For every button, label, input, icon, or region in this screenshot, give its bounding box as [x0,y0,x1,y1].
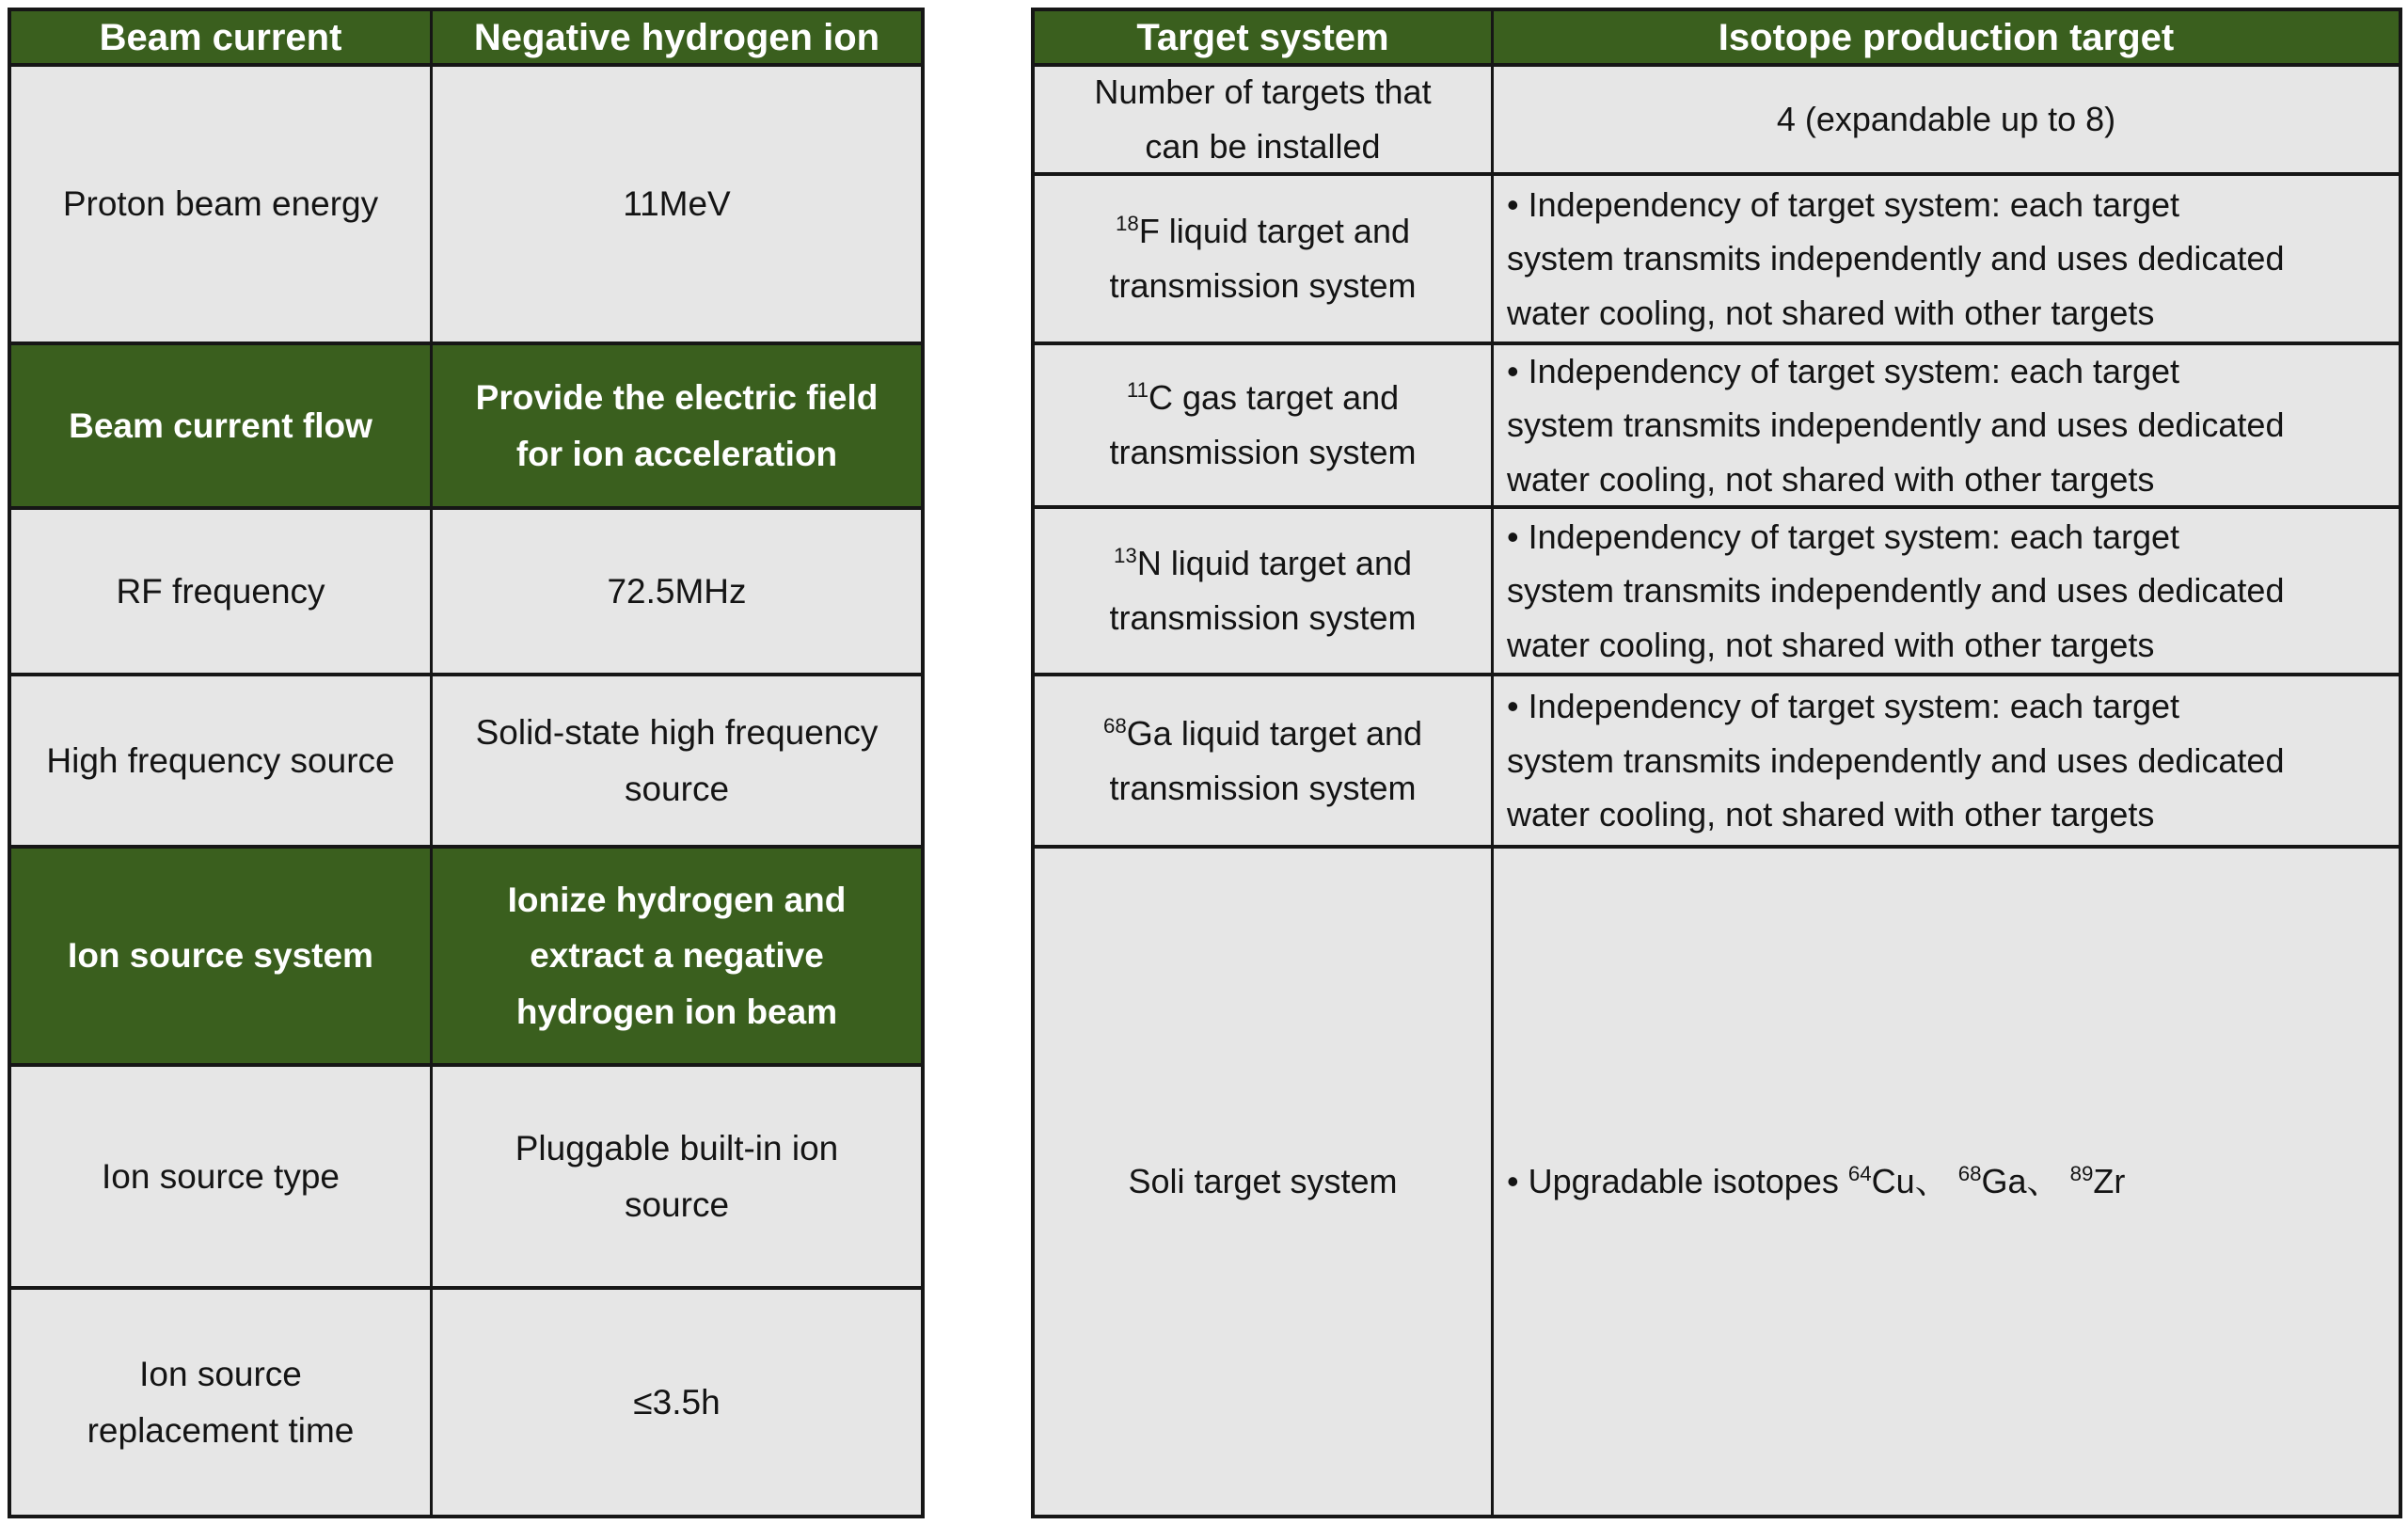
text-line: 11MeV [623,184,731,224]
proton-beam-energy-label-cell [11,67,430,342]
header-text: Target system [1136,16,1389,58]
text-line: water cooling, not shared with other targets [1507,293,2155,332]
rf-frequency-value-cell [433,510,921,673]
high-frequency-source-value-cell [433,676,921,845]
text-line: system transmits independently and uses dedicated [1507,239,2285,278]
text-line: Ion source system [68,936,373,976]
isotope-mass-superscript: 89 [2069,1162,2094,1186]
text-line: Ionize hydrogen and [507,881,847,920]
text-line: Provide the electric field [475,378,879,418]
target-system-header-cell [1035,11,1491,63]
text-line: extract a negative [530,936,824,976]
isotope-symbol-text: Zr [2093,1162,2126,1201]
text-line: can be installed [1145,127,1381,166]
text-line [1103,707,1422,761]
ga68-liquid-target-value-cell [1494,676,2399,845]
text-line: • Independency of target system: each target [1507,687,2180,726]
isotope-symbol-text: Ga、 [1981,1162,2070,1201]
text-line: transmission system [1109,598,1417,637]
ion-source-replacement-time-value-cell [433,1290,921,1515]
isotope-mass-superscript: 68 [1102,713,1127,738]
text-line: RF frequency [116,571,325,611]
text-line: Ion source type [102,1156,340,1196]
text-line: transmission system [1109,266,1417,305]
number-of-targets-label-cell [1035,67,1491,172]
text-line: source [624,769,730,808]
text-line: system transmits independently and uses dedicated [1507,405,2285,445]
upgradable-isotopes-text: • Upgradable isotopes [1507,1162,1848,1201]
beam-current-header-cell [11,11,430,63]
header-text: Beam current [99,16,342,58]
text-line: system transmits independently and uses dedicated [1507,740,2285,780]
text-line: for ion acceleration [515,434,838,473]
text-line [1114,536,1412,591]
n13-liquid-target-value-cell [1494,509,2399,673]
ion-source-type-value-cell [433,1067,921,1286]
text-line: source [624,1184,730,1224]
f18-liquid-target-value-cell [1494,176,2399,342]
text-line: system transmits independently and uses dedicated [1507,571,2285,611]
text-line: Number of targets that [1094,72,1432,112]
header-text: Negative hydrogen ion [473,16,880,58]
high-frequency-source-label-cell [11,676,430,845]
text-line: High frequency source [46,740,395,780]
text-line [1127,371,1399,425]
text-line: water cooling, not shared with other targets [1507,459,2155,499]
solid-target-system-label-cell [1035,849,1491,1515]
isotope-mass-superscript: 68 [1957,1162,1982,1186]
text-line: Proton beam energy [62,184,379,224]
n13-liquid-target-label-cell [1035,509,1491,673]
text-line: replacement time [87,1410,355,1450]
text-line: water cooling, not shared with other targets [1507,625,2155,664]
text-line: 4 (expandable up to 8) [1776,100,2116,139]
text-line: Soli target system [1128,1162,1398,1201]
isotope-mass-superscript: 13 [1113,544,1137,568]
negative-hydrogen-ion-header-cell [433,11,921,63]
text-line: • Independency of target system: each target [1507,351,2180,390]
text-line: transmission system [1109,433,1417,471]
text-line: transmission system [1109,768,1417,807]
text-line: 72.5MHz [607,571,747,611]
isotope-mass-superscript: 11 [1126,378,1149,403]
target-label-text: N liquid target and [1136,544,1412,583]
rf-frequency-label-cell [11,510,430,673]
text-line: Ion source [139,1355,302,1394]
f18-liquid-target-label-cell [1035,176,1491,342]
solid-target-system-value-cell [1494,849,2399,1515]
text-line: water cooling, not shared with other targets [1507,795,2155,834]
beam-current-flow-label-cell [11,345,430,506]
target-label-text: F liquid target and [1138,212,1410,251]
target-label-text: Ga liquid target and [1126,713,1423,753]
ion-source-type-label-cell [11,1067,430,1286]
text-line: • Independency of target system: each target [1507,516,2180,556]
isotope-mass-superscript: 64 [1847,1162,1872,1186]
text-line [1507,1154,2125,1209]
isotope-symbol-text: Cu、 [1871,1162,1958,1201]
text-line: hydrogen ion beam [515,992,838,1031]
text-line: • Independency of target system: each target [1507,184,2180,224]
target-label-text: C gas target and [1149,378,1400,418]
text-line: Beam current flow [69,405,372,445]
ion-source-system-value-cell [433,849,921,1063]
ion-source-replacement-time-label-cell [11,1290,430,1515]
target-system-table [1031,8,2402,1518]
isotope-production-target-header-cell [1494,11,2399,63]
c11-gas-target-label-cell [1035,345,1491,505]
header-text: Isotope production target [1718,16,2175,58]
text-line: ≤3.5h [633,1382,721,1422]
text-line: Pluggable built-in ion [515,1129,839,1168]
ga68-liquid-target-label-cell [1035,676,1491,845]
text-line: Solid-state high frequency [475,713,879,753]
text-line [1116,204,1410,259]
ion-source-system-label-cell [11,849,430,1063]
number-of-targets-value-cell [1494,67,2399,172]
beam-current-flow-value-cell [433,345,921,506]
proton-beam-energy-value-cell [433,67,921,342]
beam-current-table [8,8,925,1518]
c11-gas-target-value-cell [1494,345,2399,505]
isotope-mass-superscript: 18 [1115,212,1139,236]
